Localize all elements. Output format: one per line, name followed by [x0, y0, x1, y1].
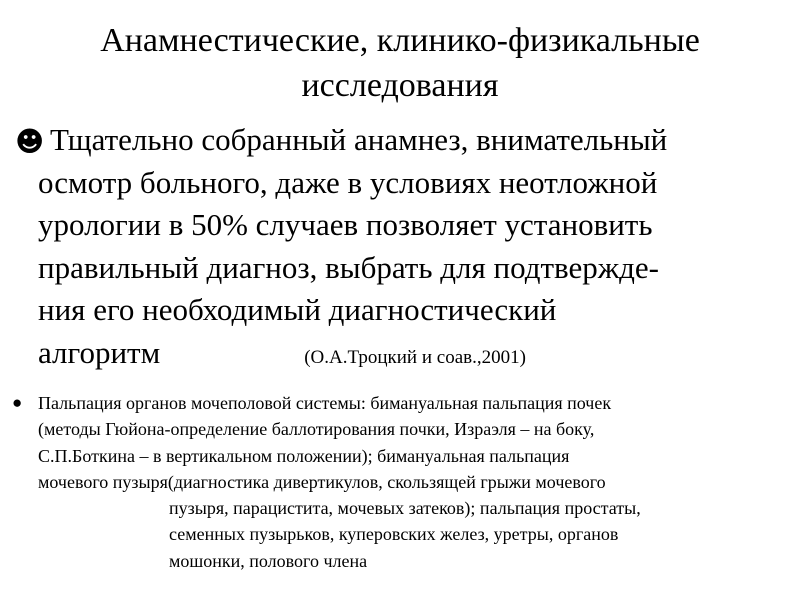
bullet-dot-icon: ●	[12, 393, 23, 412]
palpation-line: С.П.Боткина – в вертикальном положении); бимануальная пальпация	[38, 445, 570, 466]
smiley-face-icon: ☻	[15, 125, 45, 158]
main-bullet-line: Тщательно собранный анамнез, внимательный	[50, 122, 668, 157]
palpation-line: пузыря, парацистита, мочевых затеков); пальпация простаты,	[169, 498, 641, 519]
slide-title-line-1: Анамнестические, клинико-физикальные	[100, 22, 700, 59]
main-bullet-line: осмотр больного, даже в условиях неотложной	[38, 164, 658, 200]
palpation-line: мошонки, полового члена	[169, 550, 368, 571]
main-bullet-line: правильный диагноз, выбрать для подтвержде-	[38, 249, 659, 285]
main-bullet-line: ния его необходимый диагностический	[38, 292, 557, 327]
palpation-line: мочевого пузыря(диагностика дивертикулов, скользящей грыжи мочевого	[38, 471, 606, 492]
main-bullet-algorithm-word: алгоритм	[38, 334, 161, 370]
main-bullet-paragraph	[12, 119, 782, 379]
palpation-line: семенных пузырьков, куперовских желез, уретры, органов	[169, 524, 619, 545]
slide-title-line-2: исследования	[301, 67, 499, 104]
slide-title	[0, 18, 800, 108]
main-bullet-line: урологии в 50% случаев позволяет установить	[38, 207, 653, 242]
main-bullet-last-line	[38, 332, 782, 380]
palpation-line: (методы Гюйона-определение баллотирования почки, Израэля – на боку,	[38, 419, 595, 440]
citation: (О.А.Троцкий и соав.,2001)	[304, 346, 526, 368]
palpation-line: Пальпация органов мочеполовой системы: бимануальная пальпация почек	[38, 393, 612, 413]
palpation-bullet-paragraph	[12, 390, 782, 574]
